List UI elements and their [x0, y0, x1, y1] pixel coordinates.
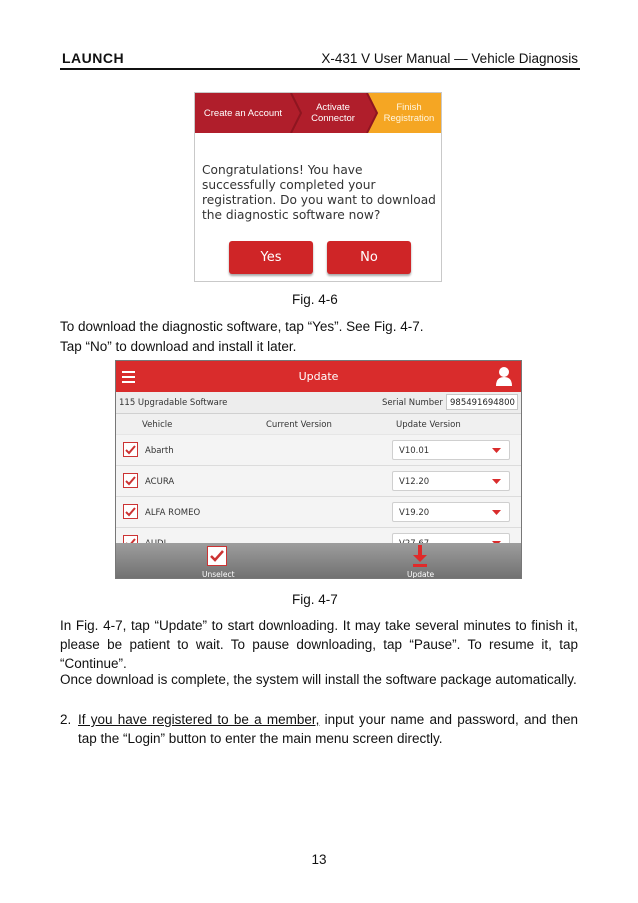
header-brand: LAUNCH — [62, 50, 125, 66]
version-value: V12.20 — [399, 477, 430, 487]
dialog-message: Congratulations! You have successfully completed your registration. Do you want to download the diagnostic software now? — [202, 163, 436, 222]
dropdown-arrow-icon — [492, 448, 501, 454]
dropdown-arrow-icon — [492, 510, 501, 516]
paragraph-update-instructions: In Fig. 4-7, tap “Update” to start downloading. It may take several minutes to finish it, please be patient to wait. To pause downloading, tap “Pause”. To resume it, tap “Continue”. — [60, 618, 578, 671]
column-current-version: Current Version — [266, 420, 332, 430]
dropdown-arrow-icon — [492, 479, 501, 485]
yes-button[interactable]: Yes — [229, 241, 313, 274]
column-vehicle: Vehicle — [142, 420, 173, 430]
vehicle-name: Abarth — [145, 446, 174, 456]
list-item-text: input your name and password, and then tap the “Login” button to enter the main menu screen directly. — [78, 712, 578, 746]
registration-steps — [195, 93, 441, 133]
unselect-check-icon[interactable] — [207, 546, 227, 566]
vehicle-name: ACURA — [145, 477, 175, 487]
update-button[interactable]: Update — [407, 570, 435, 579]
table-row[interactable] — [116, 497, 521, 528]
upgradable-count: 115 Upgradable Software — [119, 398, 228, 408]
step-activate-connector: Activate Connector — [311, 102, 355, 124]
update-title-bar — [116, 361, 521, 392]
page-number: 13 — [311, 852, 327, 867]
column-update-version: Update Version — [396, 420, 461, 430]
fig-4-7-caption: Fig. 4-7 — [292, 592, 338, 607]
update-footer-bar — [116, 543, 521, 579]
step-create-account: Create an Account — [203, 107, 283, 119]
serial-number-label: Serial Number — [382, 398, 443, 408]
header-divider — [60, 68, 580, 70]
no-button[interactable]: No — [327, 241, 411, 274]
vehicle-name: ALFA ROMEO — [145, 508, 201, 518]
checkbox-checked-icon[interactable] — [123, 473, 138, 488]
paragraph-tap-yes: To download the diagnostic software, tap “Yes”. See Fig. 4-7. — [60, 319, 424, 334]
version-select[interactable] — [392, 502, 510, 522]
update-title: Update — [298, 370, 339, 383]
list-item-number: 2. — [60, 712, 72, 727]
header-title: X-431 V User Manual — Vehicle Diagnosis — [321, 51, 578, 66]
version-value: V10.01 — [399, 446, 430, 456]
checkbox-checked-icon[interactable] — [123, 442, 138, 457]
registration-dialog-figure — [194, 92, 442, 282]
list-item-registered-member — [60, 710, 578, 748]
user-icon[interactable] — [495, 366, 513, 391]
version-value: V19.20 — [399, 508, 430, 518]
serial-number-value: 985491694800 — [446, 394, 518, 410]
step-finish-registration: Finish Registration — [383, 102, 435, 124]
update-screen-figure — [115, 360, 522, 579]
download-arrow-icon[interactable] — [413, 545, 427, 572]
fig-4-6-caption: Fig. 4-6 — [292, 292, 338, 307]
table-header — [116, 414, 521, 434]
update-info-bar — [116, 392, 521, 414]
paragraph-install-automatically: Once download is complete, the system will install the software package automatically. — [60, 672, 577, 687]
version-select[interactable] — [392, 471, 510, 491]
version-select[interactable] — [392, 440, 510, 460]
unselect-button[interactable]: Unselect — [202, 570, 235, 579]
table-row[interactable] — [116, 435, 521, 466]
paragraph-tap-no: Tap “No” to download and install it later. — [60, 339, 297, 354]
registered-member-link: If you have registered to be a member, — [78, 712, 320, 727]
table-row[interactable] — [116, 466, 521, 497]
checkbox-checked-icon[interactable] — [123, 504, 138, 519]
